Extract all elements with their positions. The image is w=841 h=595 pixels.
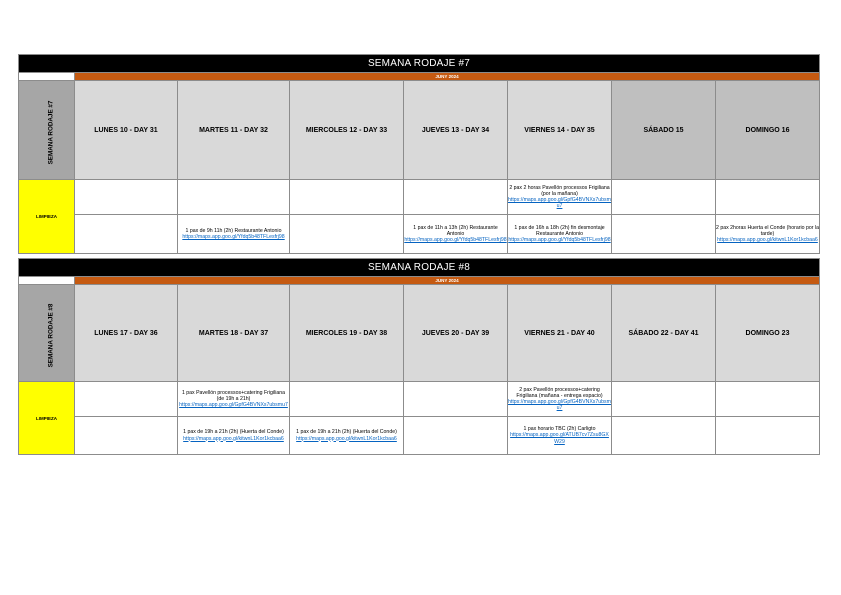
day-header: DOMINGO 16 [716,81,820,180]
day-header: LUNES 10 - DAY 31 [75,81,178,180]
schedule-cell [404,417,508,455]
schedule-cell [290,382,404,417]
day-header: MIERCOLES 19 - DAY 38 [290,285,404,382]
schedule-cell-text: 1 pax Pavellón processos+catering Frigiliana (de 19h a 21h) [181,389,286,402]
schedule-cell [178,180,290,215]
schedule-cell-text: 1 pax horario TBC (2h) Carligto [523,426,596,433]
schedule-cell-text: 2 pax 2 horas Pavellón processos Frigiliana (por la mañana) [509,184,610,197]
month-label: JUNY 2024 [75,73,820,81]
schedule-cell-text: 1 pax de 19h a 21h (2h) (Huerta del Conde) [183,429,284,436]
schedule-cell [612,180,716,215]
map-link[interactable]: https://maps.app.goo.gl/Yfdq5b48TFLesfrj98 [404,237,507,244]
schedule-cell-text: 1 pax de 19h a 21h (2h) (Huerta del Conde) [296,429,397,436]
schedule-cell [716,417,820,455]
schedule-cell [508,382,612,417]
schedule-cell [508,180,612,215]
map-link[interactable]: https://maps.app.goo.gl/GpfG4BVNXs7ubsmu7 [508,399,611,412]
schedule-cell [508,215,612,254]
week-vertical-label [19,81,75,180]
week-title: SEMANA RODAJE #8 [19,259,820,277]
schedule-cell-text: 1 pax de 16h a 18h (2h) fin desmontaje Restaurante Antonio [514,224,605,237]
schedule-cell [290,417,404,455]
day-header: MARTES 11 - DAY 32 [178,81,290,180]
map-link[interactable]: https://maps.app.goo.gl/Yfdq5b48TFLesfrj98 [182,234,285,240]
schedule-cell [716,382,820,417]
schedule-cell [75,382,178,417]
week-title: SEMANA RODAJE #7 [19,55,820,73]
schedule-cell [612,382,716,417]
day-header: LUNES 17 - DAY 36 [75,285,178,382]
schedule-cell-text: 1 pax de 9h 11h (2h) Restaurante Antonio [185,227,282,234]
schedule-cell [290,215,404,254]
map-link[interactable]: https://maps.app.goo.gl/kitwnL1Kor1kcbaa6 [296,435,397,442]
schedule-cell [716,180,820,215]
schedule-cell [290,180,404,215]
map-link[interactable]: https://maps.app.goo.gl/kitwnL1Kor1kcbaa6 [183,435,284,442]
schedule-cell [508,417,612,455]
map-link[interactable]: https://maps.app.goo.gl/ATUB7cv7Zsu8GXW29 [510,432,609,445]
day-header: DOMINGO 23 [716,285,820,382]
schedule-cell [75,215,178,254]
schedule-cell [404,382,508,417]
day-header: SÁBADO 15 [612,81,716,180]
map-link[interactable]: https://maps.app.goo.gl/kitwnL1Kor1kcbaa6 [717,237,818,244]
month-label: JUNY 2024 [75,277,820,285]
schedule-cell [612,417,716,455]
week-table [18,258,820,455]
schedule-cell-text: 1 pax de 11h a 13h (2h) Restaurante Antonio [413,224,498,237]
schedule-cell [404,180,508,215]
schedule-cell [178,417,290,455]
month-spacer [19,277,75,285]
day-header: JUEVES 13 - DAY 34 [404,81,508,180]
day-header: VIERNES 21 - DAY 40 [508,285,612,382]
schedule-cell [75,180,178,215]
map-link[interactable]: https://maps.app.goo.gl/GpfG4BVNXs7ubsmu7 [179,402,288,409]
map-link[interactable]: https://maps.app.goo.gl/Yfdq5b48TFLesfrj98 [508,237,611,244]
day-header: JUEVES 20 - DAY 39 [404,285,508,382]
day-header: VIERNES 14 - DAY 35 [508,81,612,180]
week-vertical-label-text: SEMANA RODAJE #8 [47,303,55,368]
week-vertical-label-text: SEMANA RODAJE #7 [47,100,55,165]
day-header: MIERCOLES 12 - DAY 33 [290,81,404,180]
schedule-cell [716,215,820,254]
schedule-cell-text: 2 pax 2horas Huerta el Conde (horario por la tarde) [716,224,819,237]
schedule-cell-text: 2 pax Pavellón processos+catering Frigiliana (mañana - entrega espacio) [516,386,603,399]
limpieza-label: LIMPIEZA [19,382,75,455]
schedule-cell [612,215,716,254]
day-header: MARTES 18 - DAY 37 [178,285,290,382]
schedule-cell [404,215,508,254]
schedule-cell [178,382,290,417]
week-table [18,54,820,254]
schedule-cell [75,417,178,455]
schedule-cell [178,215,290,254]
limpieza-label: LIMPIEZA [19,180,75,254]
month-spacer [19,73,75,81]
week-vertical-label [19,285,75,382]
map-link[interactable]: https://maps.app.goo.gl/GpfG4BVNXs7ubsmu7 [508,197,611,210]
day-header: SÁBADO 22 - DAY 41 [612,285,716,382]
